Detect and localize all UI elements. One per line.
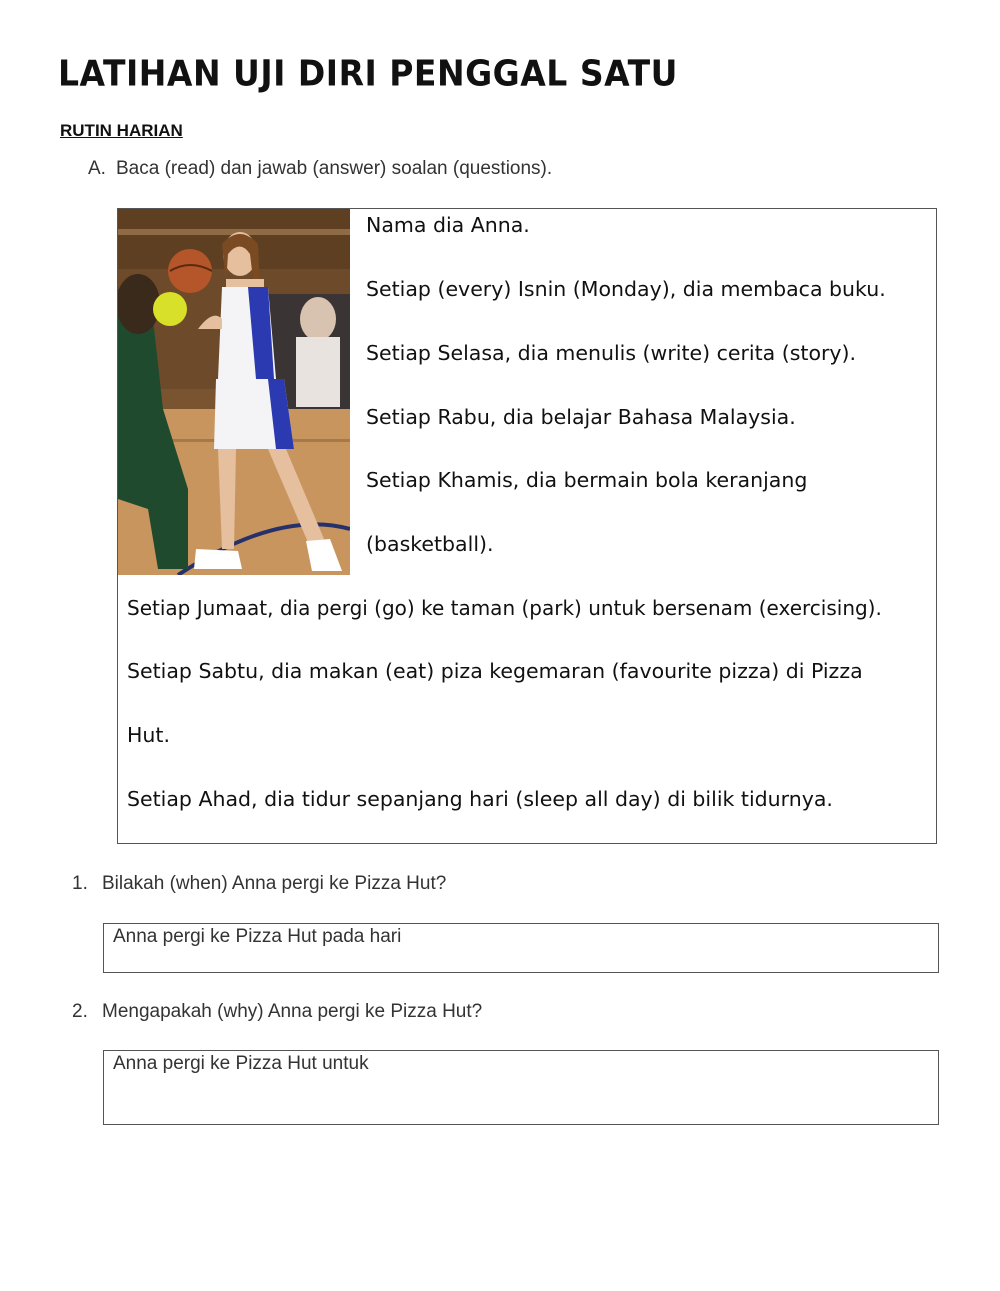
answer-field-1[interactable]	[103, 923, 939, 973]
answer-prefix: Anna pergi ke Pizza Hut pada hari	[113, 926, 402, 947]
reading-passage-box	[117, 208, 937, 844]
answer-prefix: Anna pergi ke Pizza Hut untuk	[113, 1053, 369, 1074]
question-text: Mengapakah (why) Anna pergi ke Pizza Hut?	[102, 1001, 483, 1022]
section-heading: RUTIN HARIAN	[60, 121, 183, 140]
passage-line: Setiap Sabtu, dia makan (eat) piza kegemaran (favourite pizza) di Pizza	[127, 659, 863, 683]
passage-line: Setiap Ahad, dia tidur sepanjang hari (sleep all day) di bilik tidurnya.	[127, 787, 833, 811]
passage-line: Setiap Jumaat, dia pergi (go) ke taman (park) untuk bersenam (exercising).	[127, 596, 882, 620]
passage-line: Setiap (every) Isnin (Monday), dia membaca buku.	[366, 277, 886, 301]
question-text: Bilakah (when) Anna pergi ke Pizza Hut?	[102, 873, 447, 894]
passage-line: Nama dia Anna.	[366, 213, 530, 237]
passage-line: Hut.	[127, 723, 170, 747]
instruction	[88, 158, 552, 180]
question-2	[72, 1001, 482, 1023]
instruction-marker: A.	[88, 158, 106, 179]
question-1	[72, 873, 446, 895]
question-number: 1.	[72, 873, 88, 894]
instruction-text: Baca (read) dan jawab (answer) soalan (questions).	[116, 158, 553, 179]
answer-field-2[interactable]	[103, 1050, 939, 1125]
worksheet-title: LATIHAN UJI DIRI PENGGAL SATU	[58, 52, 678, 95]
passage-line: Setiap Khamis, dia bermain bola keranjang	[366, 468, 808, 492]
passage-line: (basketball).	[366, 532, 494, 556]
passage-line: Setiap Selasa, dia menulis (write) cerita (story).	[366, 341, 857, 365]
question-number: 2.	[72, 1001, 88, 1022]
passage-line: Setiap Rabu, dia belajar Bahasa Malaysia.	[366, 405, 796, 429]
basketball-photo	[118, 209, 350, 575]
